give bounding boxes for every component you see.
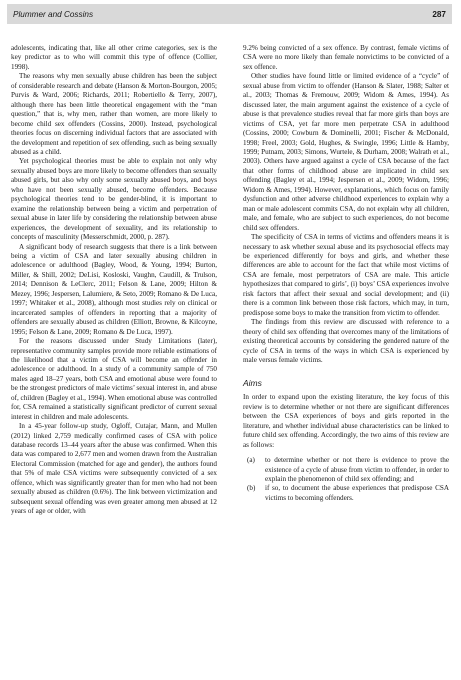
- list-item-text: if so, to document the abuse experiences that predispose CSA victims to becoming offenders.: [265, 484, 449, 502]
- paragraph: The specificity of CSA in terms of victims and offenders means it is necessary to ask whether sexual abuse and its psychosocial effects may be experienced differently for boys and girls, and whether these differences are able to account for the fact that while most victims of CSA are female, most perpetrators of CSA are male. This article hypothesizes that compared to girls’, (i) boys’ CSA experiences involve risk factors that affect their sexual and social development; and (ii) there is a common link between those risk factors, which may, in turn, predispose some boys to make the transition from victim to offender.: [243, 233, 449, 317]
- paragraph: Yet psychological theories must be able to explain not only why sexually abused boys are more likely to become offenders than sexually abused girls, but also why only some sexually abused boys, and boys who have not been sexually abused, become offenders. Because psychological theories tend to be gender-blind, it is important to examine the relationship between being a victim and perpetration of sexual abuse in later life by considering the relationship between abuse experiences, the development of sexuality, and its relationship to concepts of masculinity (Messerschmidt, 2000, p. 287).: [11, 157, 217, 242]
- list-item-label: (a): [247, 456, 255, 465]
- left-column: [11, 44, 217, 517]
- aims-list: [243, 456, 449, 503]
- running-header: [7, 4, 452, 24]
- list-item: [243, 456, 449, 484]
- section-heading-aims: Aims: [243, 378, 262, 389]
- aims-intro: In order to expand upon the existing literature, the key focus of this review is to determine whether or not there are significant differences between the CSA experiences of boys and girls reported in the literature, and whether individual abuse characteristics can be linked to future child sex offending. Accordingly, the two aims of this review are as follows:: [243, 393, 449, 449]
- paragraph: 9.2% being convicted of a sex offence. By contrast, female victims of CSA were no more likely than female nonvictims to be convicted of a sex offence.: [243, 44, 449, 71]
- paragraph: A significant body of research suggests that there is a link between being a victim of CSA and later sexually abusing children in adolescence or adulthood (Bagley, Wood, & Young, 1994; Burton, Miller, & Shill, 2002; DeLisi, Kosloski, Vaughn, Caudill, & Trulson, 2014; Dennison & LeClerc, 2011; Felson & Lane, 2009; Hilton & Mezey, 1996; Jespersen, Lalumiere, & Seto, 2009; Romano & De Luca, 1997; Whitaker et al., 2008), although most studies rely on clinical or incarcerated samples of offenders in reporting that a majority of offenders are sexually abused as children (Elliott, Browne, & Kilcoyne, 1995; Felson & Lane, 2009; Romano & De Luca, 1997).: [11, 242, 217, 336]
- list-item-text: to determine whether or not there is evidence to prove the existence of a cycle of abuse from victim to offender, in order to explain the phenomenon of child sex offending; and: [265, 456, 449, 484]
- paragraph: adolescents, indicating that, like all other crime categories, sex is the key predictor as to who will commit this type of offence (Collier, 1998).: [11, 44, 217, 71]
- page-number: 287: [432, 9, 446, 19]
- paragraph: The findings from this review are discussed with reference to a theory of child sex offending that overcomes many of the limitations of existing theoretical accounts by considering the gendered nature of the cycle of CSA in terms of the ways in which CSA is experienced by male versus female victims.: [243, 318, 449, 364]
- paragraph: In a 45-year follow-up study, Ogloff, Cutajar, Mann, and Mullen (2012) linked 2,759 medically confirmed cases of CSA with police database records 13–44 years after the abuse was confirmed. When this data was compared to 2,677 men and women drawn from the Australian Electoral Commission (matched for age and gender), the authors found that 5% of male CSA victims were subsequently convicted of a sex offence, which was significantly greater than for men who had not been sexually abused as children (0.6%). The link between victimization and subsequent sexual offending was even greater among men abused at 12 years of age or older, with: [11, 422, 217, 516]
- paragraph: The reasons why men sexually abuse children has been the subject of considerable research and debate (Hanson & Morton-Bourgon, 2005; Purvis & Ward, 2006; Richards, 2011; Robertiello & Terry, 2007), although there has been little theoretical engagement with the “man question,” that is, why men, rather than women, are more likely to become child sex offenders (Cossins, 2000). Instead, psychological theories focus on discerning individual factors that are associated with the development and repetition of sex offending, such as being sexually abused as a child.: [11, 72, 217, 156]
- list-item: [243, 484, 449, 503]
- paragraph: Other studies have found little or limited evidence of a “cycle” of sexual abuse from victim to offender (Hanson & Slater, 1988; Salter et al., 2003; Thomas & Fremouw, 2009; Widom & Ames, 1994). As discussed later, the main argument against the existence of a cycle of abuse is that prevalence studies reveal that far more girls than boys are victims of CSA, yet far more men perpetrate CSA in adulthood (Cossins, 2000; Cowburn & Dominelli, 2001; Fischer & McDonald, 1998; Freel, 2003; Gold, Hughes, & Swingle, 1996; Little & Hamby, 1999; Putnam, 2003; Simons, Wurtele, & Durham, 2008; Walrath et al., 2003). Others have argued against a cycle of CSA because of the fact that other forms of childhood abuse are implicated in child sex offending (Bagley et al., 1994; Jespersen et al., 2009; Widom, 1996; Widom & Ames, 1994). However, explanations, which focus on family dysfunction and other adverse childhood experiences to explain why a man or male adolescent commits CSA, do not explain why all children, male, and female, who are subject to such experiences, do not become child sex offenders.: [243, 72, 449, 232]
- paragraph: For the reasons discussed under Study Limitations (later), representative community samples provide more reliable estimations of the likelihood that a victim of CSA will become an offender in adolescence or adulthood. In a study of a community sample of 750 males aged 18–27 years, both CSA and emotional abuse were found to be the strongest predictors of male victims’ sexual interest in, and abuse of, children (Bagley et al., 1994). When emotional abuse was controlled for, CSA remained a statistically significant predictor of current sexual interest in children and male adolescents.: [11, 337, 217, 421]
- right-column: [243, 44, 449, 503]
- list-item-label: (b): [247, 484, 256, 493]
- running-head-authors: Plummer and Cossins: [13, 9, 94, 19]
